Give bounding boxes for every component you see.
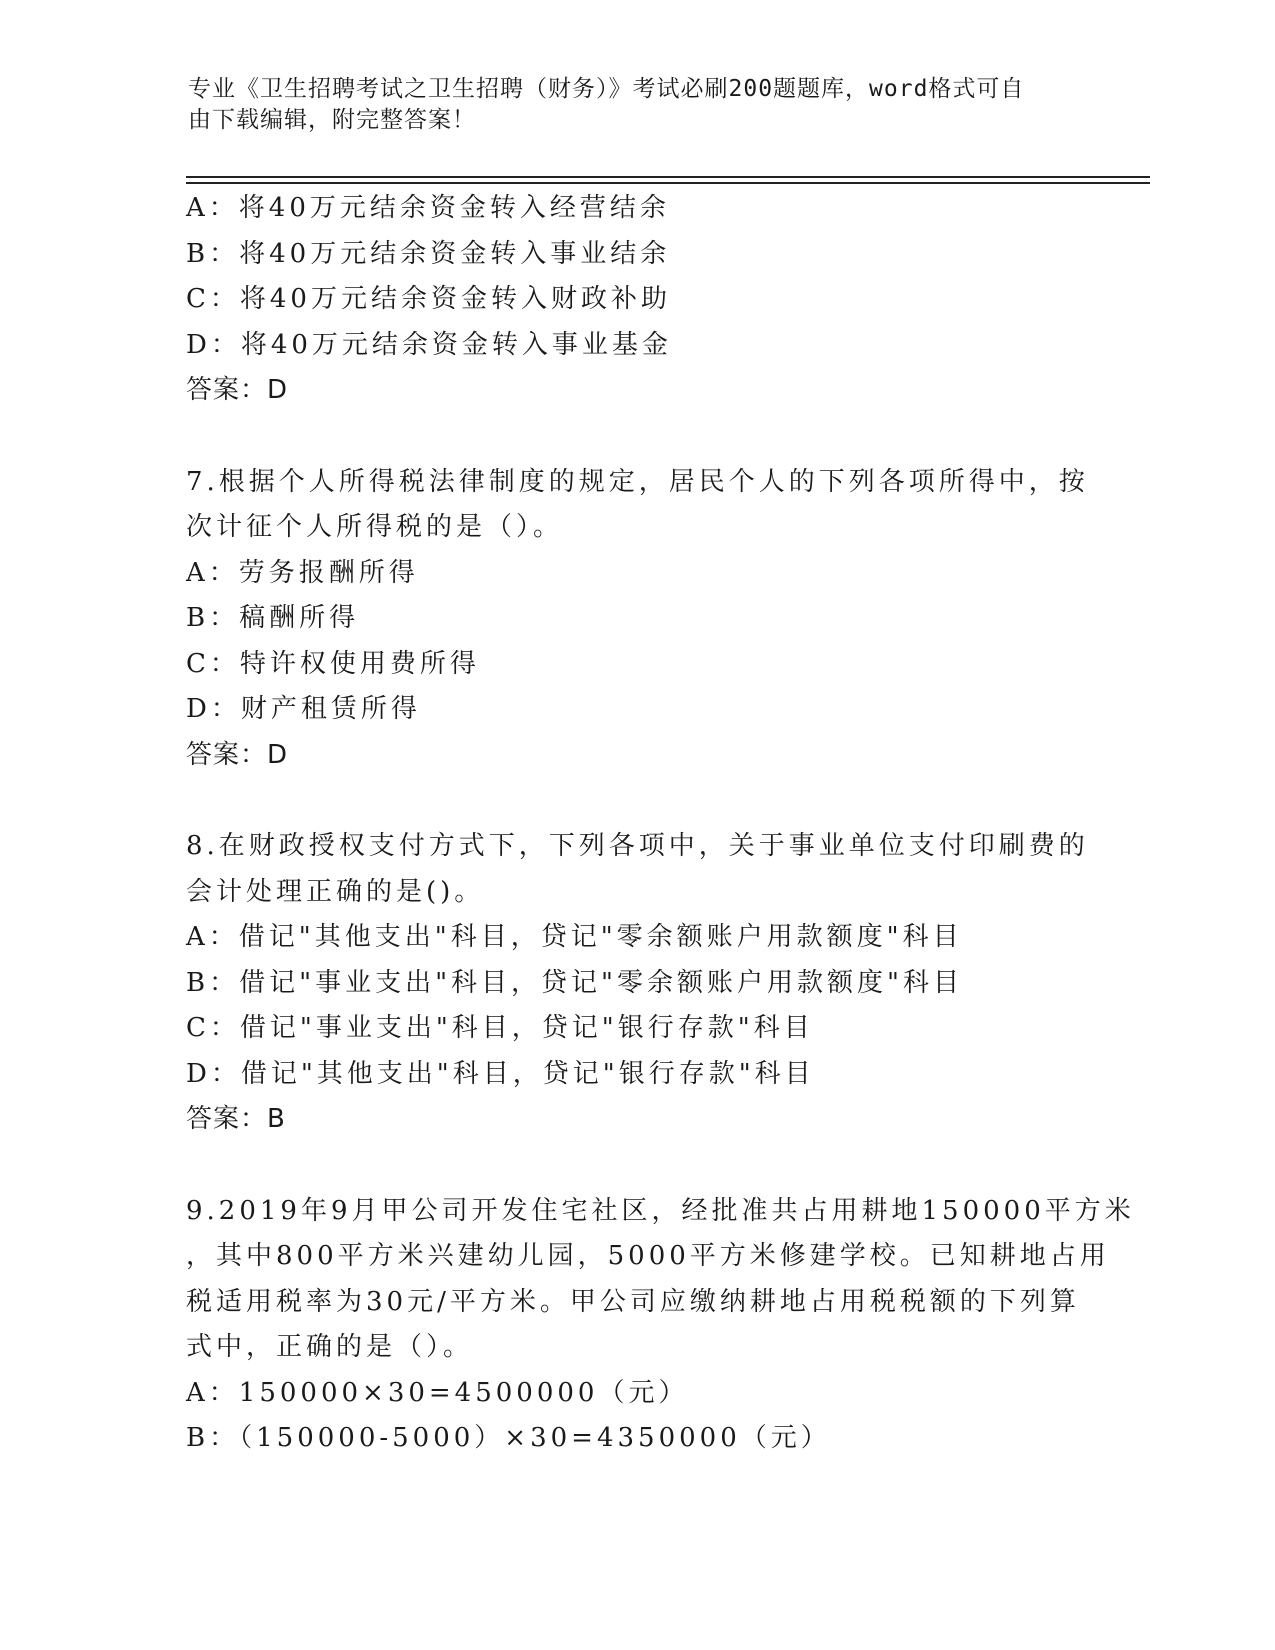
option-b: B：借记"事业支出"科目，贷记"零余额账户用款额度"科目 (186, 967, 963, 998)
question-8 (186, 824, 1089, 1143)
option-c: C：借记"事业支出"科目，贷记"银行存款"科目 (186, 1013, 814, 1043)
question-6 (186, 186, 1086, 414)
header-line-1: 专业《卫生招聘考试之卫生招聘（财务）》考试必刷200题题库，word格式可自 (188, 76, 1025, 102)
option-d: D：借记"其他支出"科目，贷记"银行存款"科目 (186, 1058, 815, 1089)
option-b: B：将40万元结余资金转入事业结余 (186, 238, 671, 269)
option-b: B：（150000-5000）×30=4350000（元） (186, 1423, 831, 1453)
option-d: D：财产租赁所得 (186, 694, 421, 724)
option-a: A：将40万元结余资金转入经营结余 (186, 193, 670, 223)
question-stem-line: 会计处理正确的是()。 (186, 876, 485, 907)
option-b: B：稿酬所得 (186, 603, 360, 633)
question-9 (186, 1189, 1135, 1462)
question-stem-line: 8.在财政授权支付方式下，下列各项中，关于事业单位支付印刷费的 (186, 831, 1089, 861)
question-stem-line: ，其中800平方米兴建幼儿园，5000平方米修建学校。已知耕地占用 (186, 1241, 1110, 1271)
header-divider-bottom (186, 182, 1150, 184)
header-divider-top (186, 176, 1150, 178)
question-stem-line: 7.根据个人所得税法律制度的规定，居民个人的下列各项所得中，按 (186, 466, 1089, 497)
question-stem-line: 税适用税率为30元/平方米。甲公司应缴纳耕地占用税税额的下列算 (186, 1286, 1080, 1317)
option-d: D：将40万元结余资金转入事业基金 (186, 329, 672, 360)
question-stem-line: 9.2019年9月甲公司开发住宅社区，经批准共占用耕地150000平方米 (186, 1195, 1135, 1226)
answer: 答案：B (186, 1104, 286, 1134)
question-stem-line: 次计征个人所得税的是（）。 (186, 512, 564, 542)
question-stem-line: 式中，正确的是（）。 (186, 1332, 474, 1362)
option-a: A：劳务报酬所得 (186, 557, 419, 588)
option-a: A：150000×30=4500000（元） (186, 1377, 689, 1408)
document-header (188, 74, 1068, 136)
question-7 (186, 460, 1089, 779)
option-a: A：借记"其他支出"科目，贷记"零余额账户用款额度"科目 (186, 922, 963, 952)
answer: 答案：D (186, 375, 289, 405)
option-c: C：特许权使用费所得 (186, 648, 480, 679)
answer: 答案：D (186, 739, 289, 770)
option-c: C：将40万元结余资金转入财政补助 (186, 284, 671, 314)
document-body (186, 186, 1135, 1462)
header-line-2: 由下载编辑，附完整答案！ (188, 107, 476, 133)
